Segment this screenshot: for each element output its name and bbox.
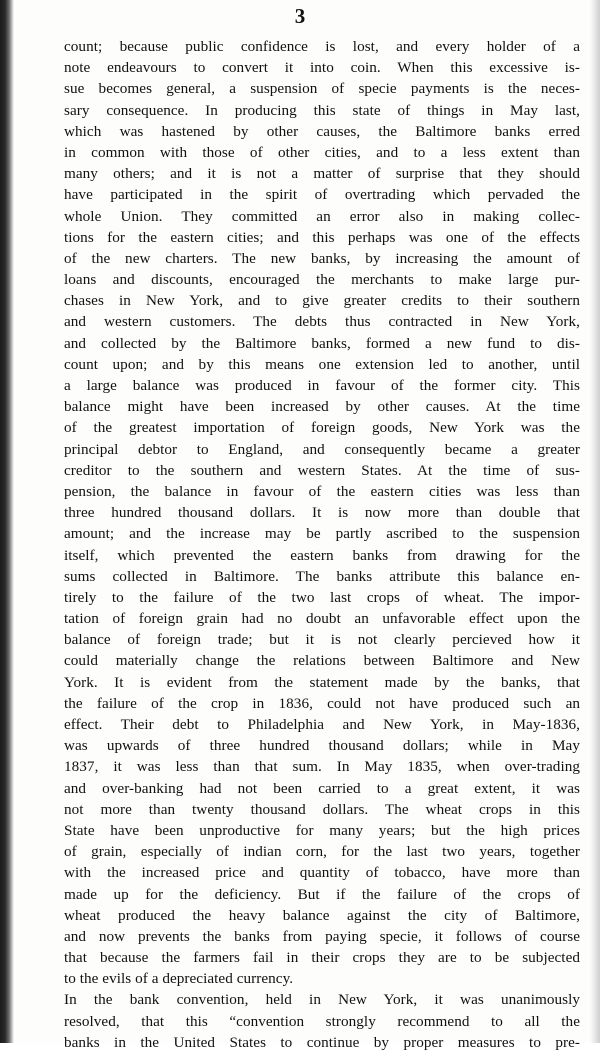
text-line: sums collected in Baltimore. The banks attribute this balance en- <box>64 567 580 585</box>
text-line: tions for the eastern cities; and this perhaps was one of the effects <box>64 228 580 246</box>
text-line: was upwards of three hundred thousand dollars; while in May <box>64 737 580 755</box>
text-line: effect. Their debt to Philadelphia and New York, in May-1836, <box>64 716 580 733</box>
text-line: creditor to the southern and western States. At the time of sus- <box>64 461 580 479</box>
text-line: sary consequence. In producing this state of things in May last, <box>64 101 580 119</box>
page-number: 3 <box>294 4 306 28</box>
text-line: made up for the deficiency. But if the failure of the crops of <box>64 885 580 903</box>
text-line: and over-banking had not been carried to a great extent, it was <box>64 779 580 797</box>
text-line: note endeavours to convert it into coin. When this excessive is- <box>64 59 580 77</box>
text-line: which was hastened by other causes, the Baltimore banks erred <box>64 122 580 140</box>
text-line: and collected by the Baltimore banks, formed a new fund to dis- <box>64 334 580 352</box>
text-line: of grain, especially of indian corn, for the last two years, together <box>64 843 580 861</box>
page-edge-shadow <box>590 0 600 1043</box>
text-line: wheat produced the heavy balance against the city of Baltimore, <box>64 906 580 924</box>
text-line: count upon; and by this means one extension led to another, until <box>64 355 580 373</box>
text-line: in common with those of other cities, and to a less extent than <box>64 143 580 161</box>
binding-shadow <box>0 0 14 1043</box>
body-text <box>64 36 580 1053</box>
text-line: amount; and the increase may be partly ascribed to the suspension <box>64 525 580 543</box>
text-line: itself, which prevented the eastern banks from drawing for the <box>64 546 580 564</box>
text-line: loans and discounts, encouraged the merchants to make large pur- <box>64 271 580 289</box>
text-line: In the bank convention, held in New York, it was unanimously <box>64 991 580 1009</box>
text-line: York. It is evident from the statement made by the banks, that <box>64 673 580 691</box>
text-line: three hundred thousand dollars. It is now more than double that <box>64 504 580 522</box>
text-line: balance of foreign trade; but it is not clearly percieved how it <box>64 631 580 649</box>
text-line: 1837, it was less than that sum. In May 1835, when over-trading <box>64 758 580 776</box>
text-line: with the increased price and quantity of tobacco, have more than <box>64 864 580 882</box>
text-line: could materially change the relations between Baltimore and New <box>64 652 580 670</box>
text-line: chases in New York, and to give greater credits to their southern <box>64 292 580 310</box>
text-line: tirely to the failure of the two last crops of wheat. The impor- <box>64 588 580 606</box>
text-line: of the greatest importation of foreign goods, New York was the <box>64 419 580 437</box>
text-line: and western customers. The debts thus contracted in New York, <box>64 313 580 331</box>
text-line: many others; and it is not a matter of surprise that they should <box>64 165 580 183</box>
text-line: a large balance was produced in favour of the former city. This <box>64 377 580 394</box>
text-line: that because the farmers fail in their crops they are to be subjected <box>64 949 580 967</box>
text-line: balance might have been increased by other causes. At the time <box>64 398 580 416</box>
text-line: principal debtor to England, and consequently became a greater <box>64 440 580 458</box>
text-line: not more than twenty thousand dollars. The wheat crops in this <box>64 800 580 818</box>
text-line: tation of foreign grain had no doubt an unfavorable effect upon the <box>64 610 580 628</box>
text-line: to the evils of a depreciated currency. <box>64 970 294 988</box>
text-line: the failure of the crop in 1836, could not have produced such an <box>64 694 580 712</box>
text-line: count; because public confidence is lost, and every holder of a <box>64 38 580 55</box>
text-line: and now prevents the banks from paying specie, it follows of course <box>64 927 580 945</box>
text-line: resolved, that this “convention strongly recommend to all the <box>64 1012 580 1030</box>
text-line: of the new charters. The new banks, by increasing the amount of <box>64 249 580 267</box>
text-line: State have been unproductive for many years; but the high prices <box>64 821 580 839</box>
text-line: banks in the United States to continue by proper measures to pre- <box>64 1033 580 1051</box>
text-line: have participated in the spirit of overtrading which pervaded the <box>64 186 580 204</box>
text-line: sue becomes general, a suspension of specie payments is the neces- <box>64 80 580 98</box>
text-line: pension, the balance in favour of the eastern cities was less than <box>64 482 580 500</box>
text-line: whole Union. They committed an error also in making collec- <box>64 207 580 225</box>
